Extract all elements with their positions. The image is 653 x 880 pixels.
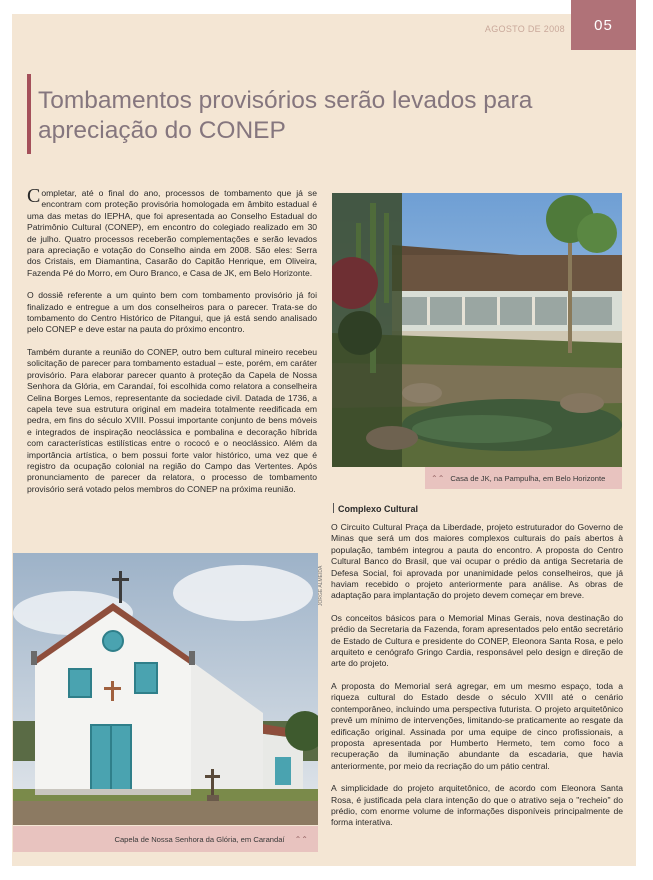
article-paragraph: O dossiê referente a um quinto bem com tombamento provisório já foi finalizado e entregue a um dos conselheiros para o parecer. Trata-se do tombamento do Centro Histórico de Pitangui, que já está sendo analisado pelo CONEP e deve estar na pauta do próximo encontro. bbox=[27, 290, 317, 335]
article-paragraph: Também durante a reunião do CONEP, outro bem cultural mineiro recebeu solicitação de parecer para tombamento estadual – este, porém, em caráter provisório. Para elaborar parecer quanto à proteção da Capela de Nossa Senhora da Glória, em Carandaí, foi escolhida como relatora a conselheira Celina Borges Lemos, representante da sociedade civil. Datada de 1736, a capela teve sua estrutura original em madeira totalmente reedificada em pedra, em fins do século XVIII. Possui importante conjunto de bens móveis e integrados de inspiração neoclássica e pombalina e decoração híbrida com características estilísticas entre o rococó e o neoclássico. Além da importância artística, o bem possui forte valor histórico, uma vez que é registro da ocupação colonial na região do Campo das Vertentes. Após pronunciamento de parecer da relatora, o processo de tombamento provisório será votado pelos membros do CONEP na próxima reunião. bbox=[27, 346, 317, 494]
section-paragraph: Os conceitos básicos para o Memorial Minas Gerais, nova destinação do prédio da Secretaria da Fazenda, foram apresentados pelo então secretário de Estado de Cultura e presidente do CONEP, Eleonora Santa Rosa, e pelo arquiteto e cenógrafo Gringo Cardia, responsável pelo design e direção de arte do projeto. bbox=[331, 612, 623, 669]
double-chevron-up-icon: ⌃⌃ bbox=[294, 834, 308, 844]
double-chevron-up-icon: ⌃⌃ bbox=[431, 473, 445, 483]
section-paragraph: A proposta do Memorial será agregar, em um mesmo espaço, toda a riqueza cultural do Estado desde o século XVIII até o cenário contemporâneo, incluindo uma perspectiva futurista. O projeto arquitetônico prevê um mínimo de intervenções, limitando-se praticamente ao resgate da edificação original. Assinada por uma equipe de cinco profissionais, a proposta apresentada por Humberto Hermeto, tem como foco a recuperação da iluminação abundante da escadaria, que havia anteriormente, por meio da recriação do um pátio central. bbox=[331, 680, 623, 771]
heading-divider bbox=[333, 503, 334, 513]
headline-accent-bar bbox=[27, 74, 31, 154]
section-heading-text: Complexo Cultural bbox=[338, 504, 419, 514]
article-body-right bbox=[331, 522, 623, 840]
section-paragraph: O Circuito Cultural Praça da Liberdade, projeto estruturador do Governo de Minas que será um dos maiores complexos culturais do país abertos à população, também integrou a pauta do encontro. A proposta do Centro Cultural Banco do Brasil, que vai ocupar o prédio da antiga Secretaria de Defesa Social, foi aprovada por unanimidade pelos conselheiros, que já haviam recebido o projeto anteriormente para análise. As obras de adaptação para implantação do projeto devem começar em breve. bbox=[331, 522, 623, 601]
article-paragraph-text: ompletar, até o final do ano, processos de tombamento que já se encontram com proteção provisória homologada em âmbito estadual é uma das metas do IEPHA, que foi apresentada ao Conselho Estadual do Patrimônio Cultural (CONEP), em encontro do colegiado realizado em 30 de julho. Quatro processos receberão complementações e serão levados para apreciação e votação do Conselho ainda em 2008. São eles: Serra dos Cristais, em Diamantina, Casarão do Capitão Henrique, em Oliveira, Fazenda Pé do Morro, em Ouro Branco, e Casa de JK, em Belo Horizonte. bbox=[27, 188, 317, 278]
caption-capela bbox=[13, 826, 318, 852]
article-paragraph bbox=[27, 185, 317, 279]
photo-casa-jk bbox=[332, 193, 622, 467]
article-body-left bbox=[27, 185, 317, 506]
caption-casa-jk bbox=[425, 467, 622, 489]
page-number: 05 bbox=[571, 0, 636, 50]
issue-date: AGOSTO DE 2008 bbox=[484, 24, 565, 34]
article-headline: Tombamentos provisórios serão levados para apreciação do CONEP bbox=[38, 87, 533, 144]
section-paragraph: A simplicidade do projeto arquitetônico, de acordo com Eleonora Santa Rosa, é justificada pela clara intenção do que o atrativo seja o "recheio" do prédio, com enorme volume de informações disponíveis principalmente de forma interativa. bbox=[331, 783, 623, 828]
dropcap: C bbox=[27, 185, 41, 207]
photo-capela bbox=[13, 553, 318, 825]
section-heading bbox=[333, 503, 418, 514]
casa-jk-illustration bbox=[332, 193, 622, 467]
caption-text: Capela de Nossa Senhora da Glória, em Carandaí bbox=[114, 834, 285, 844]
photo-credit: JORGE ALMEIDA bbox=[318, 565, 324, 606]
caption-text: Casa de JK, na Pampulha, em Belo Horizonte bbox=[450, 473, 606, 483]
capela-illustration bbox=[13, 553, 318, 825]
